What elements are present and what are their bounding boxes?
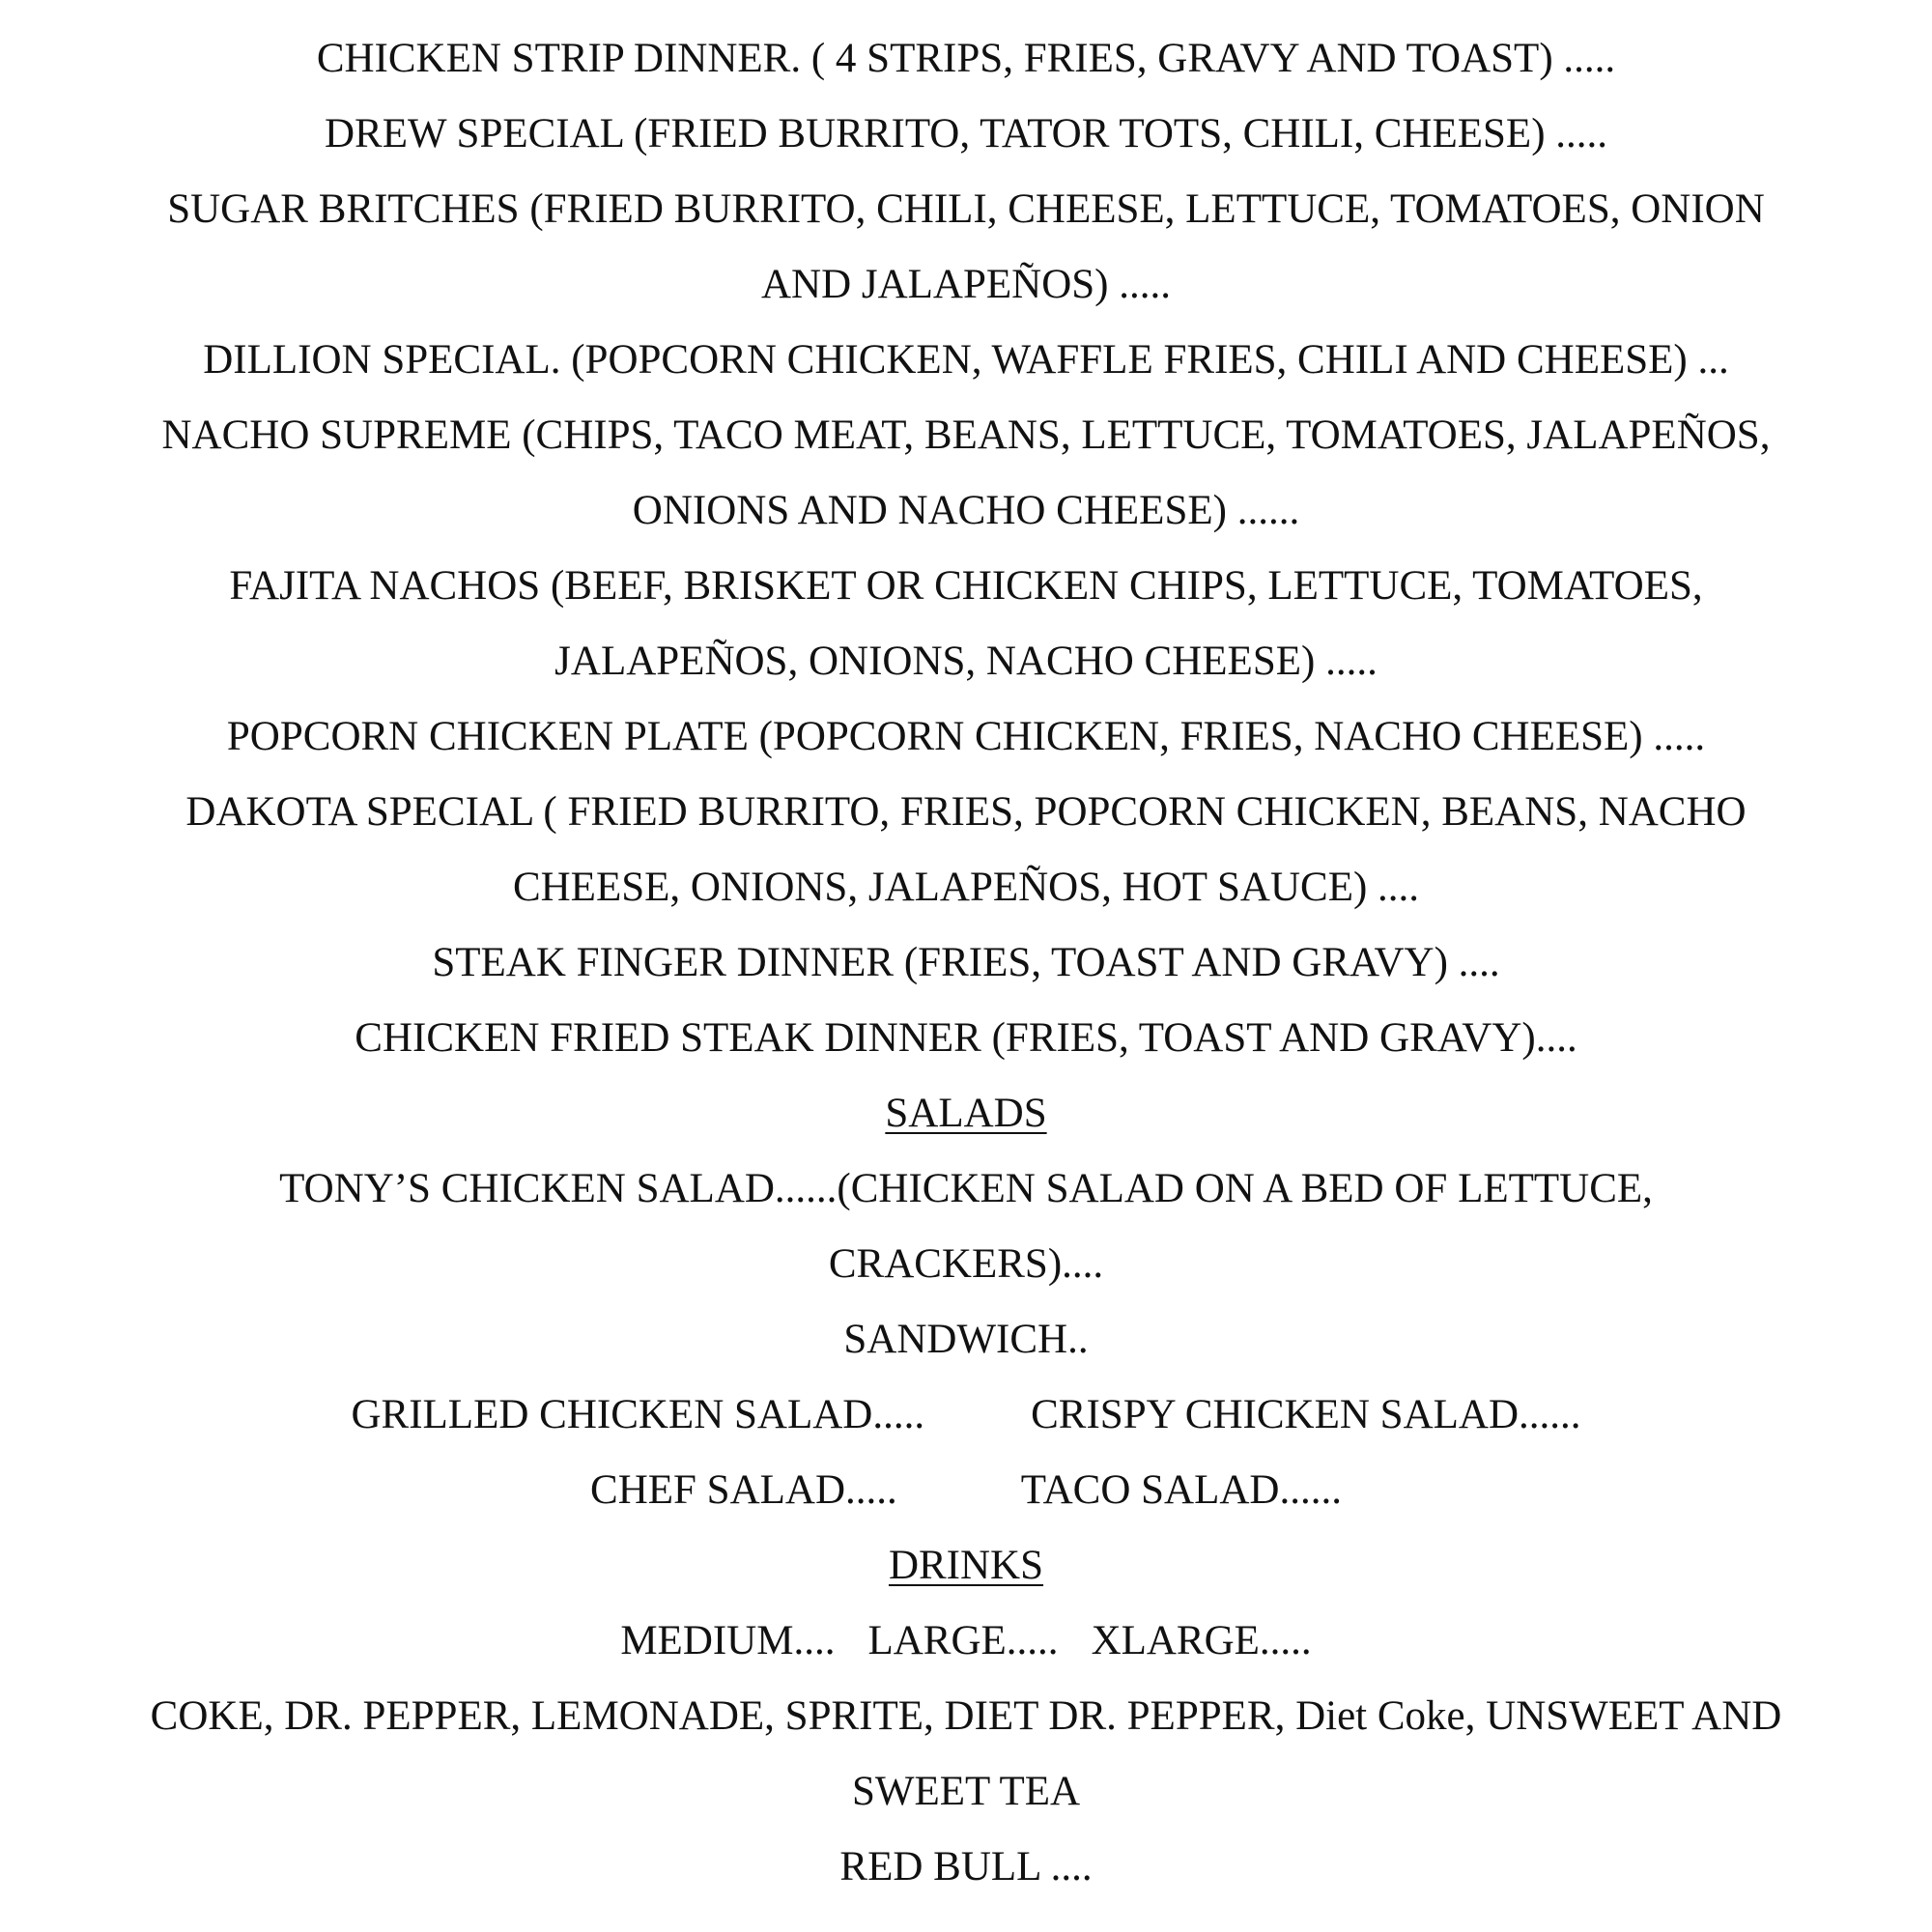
menu-item-taco-salad: TACO SALAD...... [1020,1467,1342,1513]
menu-item-sugar-britches-line2: AND JALAPEÑOS) ..... [760,262,1172,307]
drinks-list-line2: SWEET TEA [851,1769,1081,1814]
menu-item-popcorn-chicken-plate: POPCORN CHICKEN PLATE (POPCORN CHICKEN, FRIES, NACHO CHEESE) ..... [226,714,1706,759]
drinks-list-line1: COKE, DR. PEPPER, LEMONADE, SPRITE, DIET DR. PEPPER, Diet Coke, UNSWEET AND [150,1693,1782,1739]
drink-size-xlarge: XLARGE..... [1091,1618,1312,1663]
drinks-heading [0,1528,1932,1604]
menu-item-drew-special: DREW SPECIAL (FRIED BURRITO, TATOR TOTS, CHILI, CHEESE) ..... [324,111,1608,156]
drink-red-bull: RED BULL .... [839,1844,1093,1889]
drinks-heading-text: DRINKS [888,1543,1044,1588]
drink-size-large: LARGE..... [867,1618,1059,1663]
salads-heading [0,1076,1932,1151]
menu-item-dakota-special-line2: CHEESE, ONIONS, JALAPEÑOS, HOT SAUCE) .... [512,865,1420,910]
menu-row-chef-taco-salads [0,1453,1932,1528]
drink-size-medium: MEDIUM.... [620,1618,836,1663]
menu-item-grilled-chicken-salad: GRILLED CHICKEN SALAD..... [351,1392,925,1437]
menu-row-chicken-salads [0,1378,1932,1453]
menu-item-dillion-special: DILLION SPECIAL. (POPCORN CHICKEN, WAFFLE FRIES, CHILI AND CHEESE) ... [203,337,1729,383]
menu-item-nacho-supreme-line2: ONIONS AND NACHO CHEESE) ...... [632,488,1300,533]
menu-item-chicken-fried-steak-dinner: CHICKEN FRIED STEAK DINNER (FRIES, TOAST AND GRAVY).... [355,1015,1577,1061]
menu-item-nacho-supreme-line1: NACHO SUPREME (CHIPS, TACO MEAT, BEANS, LETTUCE, TOMATOES, JALAPEÑOS, [161,412,1771,458]
menu-item-fajita-nachos-line2: JALAPEÑOS, ONIONS, NACHO CHEESE) ..... [554,639,1378,684]
salads-heading-text: SALADS [885,1091,1047,1136]
menu-item-fajita-nachos-line1: FAJITA NACHOS (BEEF, BRISKET OR CHICKEN CHIPS, LETTUCE, TOMATOES, [229,563,1703,609]
menu-item-sugar-britches-line1: SUGAR BRITCHES (FRIED BURRITO, CHILI, CHEESE, LETTUCE, TOMATOES, ONION [167,186,1765,232]
menu-item-dakota-special-line1: DAKOTA SPECIAL ( FRIED BURRITO, FRIES, POPCORN CHICKEN, BEANS, NACHO [185,789,1747,835]
drink-sizes-row [0,1604,1932,1679]
menu-item-tonys-chicken-salad-line2: CRACKERS).... [828,1241,1104,1287]
menu-item-sandwich: SANDWICH.. [843,1317,1089,1362]
menu-item-steak-finger-dinner: STEAK FINGER DINNER (FRIES, TOAST AND GRAVY) .... [432,940,1500,985]
menu-document [0,21,1932,1905]
menu-item-crispy-chicken-salad: CRISPY CHICKEN SALAD...... [1031,1392,1581,1437]
menu-item-tonys-chicken-salad-line1: TONY’S CHICKEN SALAD......(CHICKEN SALAD ON A BED OF LETTUCE, [279,1166,1653,1211]
menu-item-chicken-strip-dinner: CHICKEN STRIP DINNER. ( 4 STRIPS, FRIES, GRAVY AND TOAST) ..... [316,36,1616,81]
menu-item-chef-salad: CHEF SALAD..... [590,1467,897,1513]
